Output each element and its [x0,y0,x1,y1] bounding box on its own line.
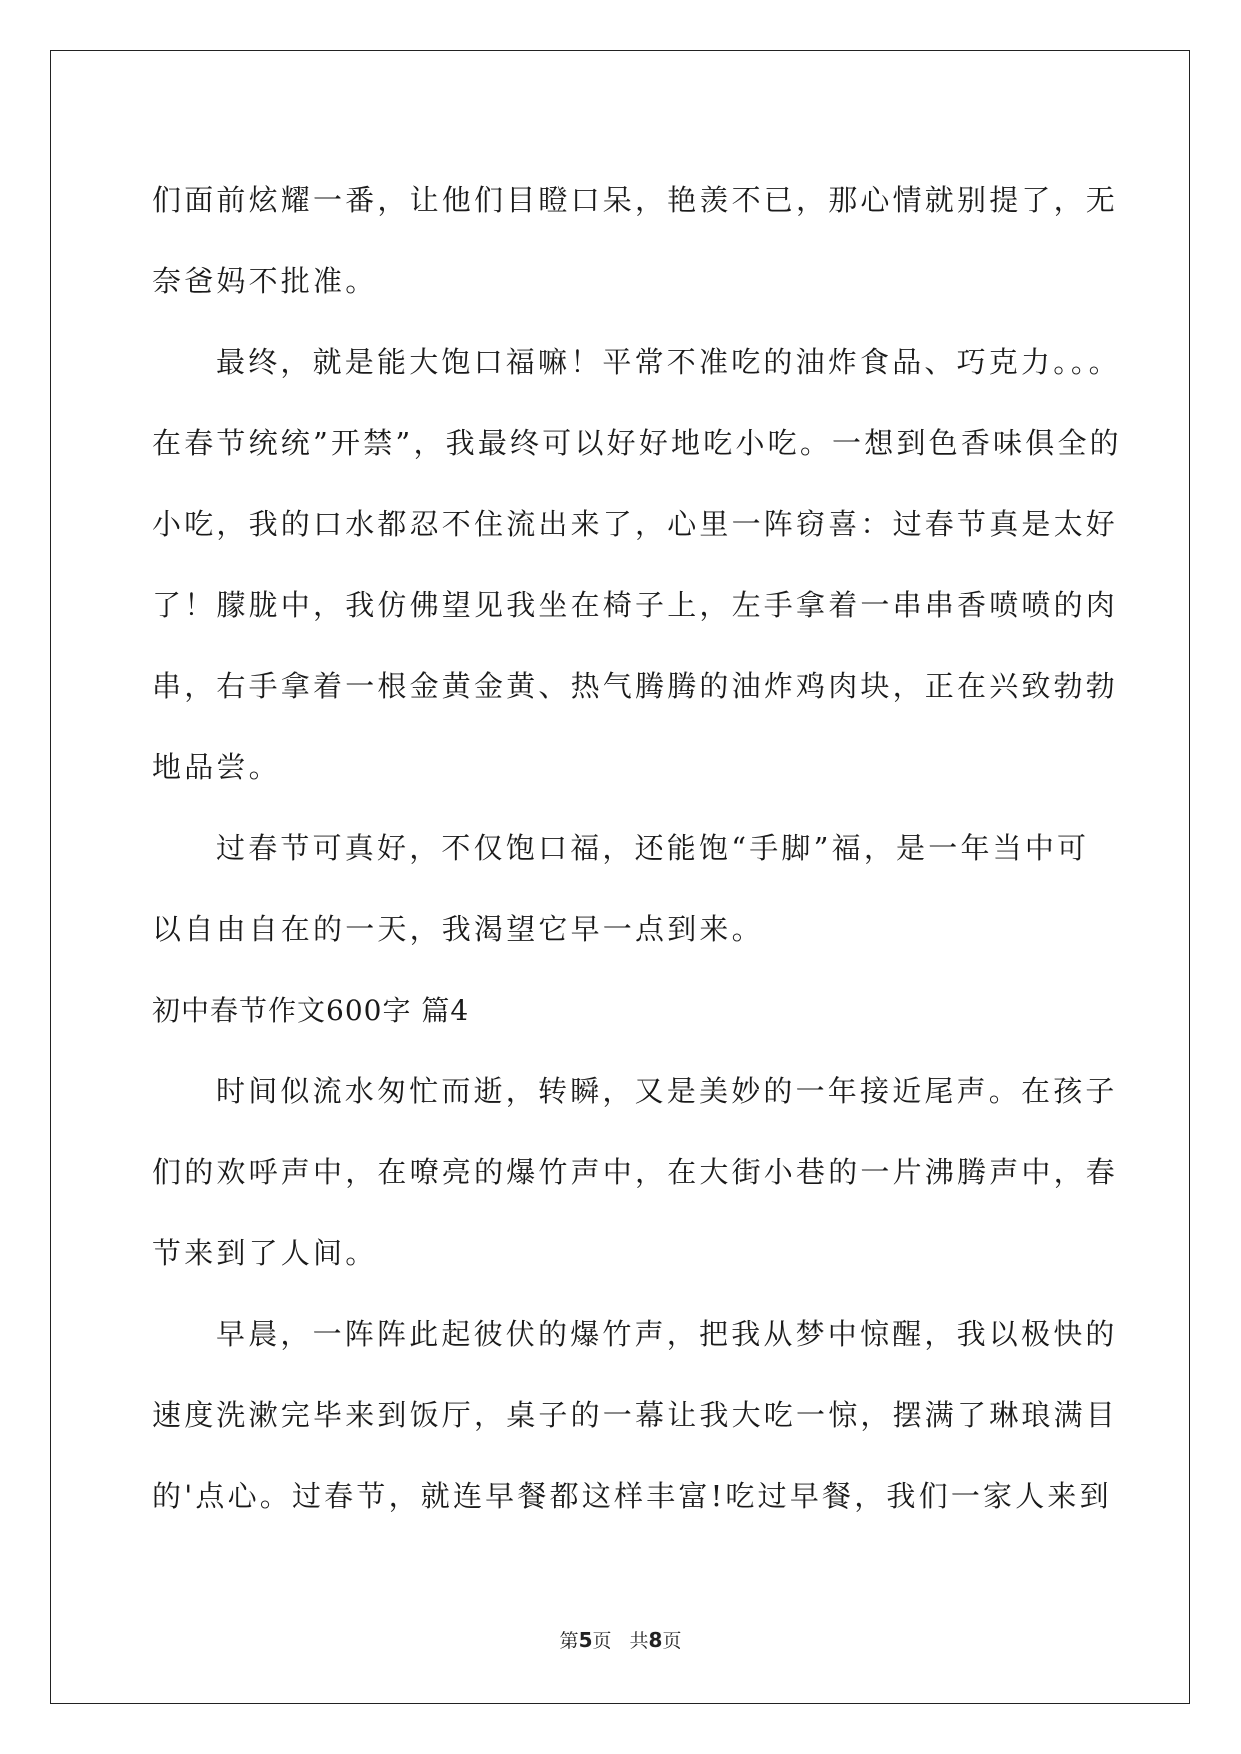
paragraph-line: 了！朦胧中，我仿佛望见我坐在椅子上，左手拿着一串串香喷喷的肉 [152,588,1119,622]
paragraph-line: 串，右手拿着一根金黄金黄、热气腾腾的油炸鸡肉块，正在兴致勃勃 [152,669,1119,703]
paragraph-line: 小吃，我的口水都忍不住流出来了，心里一阵窃喜：过春节真是太好 [152,507,1119,541]
page-footer [0,1626,1241,1653]
total-page-count: 8 [648,1628,663,1652]
footer-prefix: 第 [559,1630,579,1652]
paragraph-line: 地品尝。 [152,750,281,784]
paragraph-line: 的'点心。过春节，就连早餐都这样丰富!吃过早餐，我们一家人来到 [152,1479,1112,1513]
paragraph-line: 们的欢呼声中，在嘹亮的爆竹声中，在大街小巷的一片沸腾声中，春 [152,1155,1119,1189]
paragraph-line: 在春节统统”开禁”，我最终可以好好地吃小吃。一想到色香味俱全的 [152,426,1122,460]
paragraph-line: 以自由自在的一天，我渴望它早一点到来。 [152,912,764,946]
paragraph-line: 过春节可真好，不仅饱口福，还能饱“手脚”福，是一年当中可 [216,831,1090,865]
paragraph-line: 速度洗漱完毕来到饭厅，桌子的一幕让我大吃一惊，摆满了琳琅满目 [152,1398,1119,1432]
paragraph-line: 们面前炫耀一番，让他们目瞪口呆，艳羡不已，那心情就别提了，无 [152,183,1119,217]
paragraph-line: 早晨，一阵阵此起彼伏的爆竹声，把我从梦中惊醒，我以极快的 [216,1317,1118,1351]
paragraph-line: 节来到了人间。 [152,1236,378,1270]
paragraph-line: 最终，就是能大饱口福嘛！平常不准吃的油炸食品、巧克力。。。 [216,345,1121,379]
section-heading: 初中春节作文600字 篇4 [152,994,470,1027]
footer-total-prefix: 共 [629,1630,649,1652]
footer-total-suffix: 页 [662,1630,682,1652]
paragraph-line: 时间似流水匆忙而逝，转瞬，又是美妙的一年接近尾声。在孩子 [216,1074,1118,1108]
current-page-number: 5 [578,1628,593,1652]
paragraph-line: 奈爸妈不批准。 [152,264,378,298]
document-body [152,160,1122,1537]
footer-page-suffix: 页 [592,1630,612,1652]
